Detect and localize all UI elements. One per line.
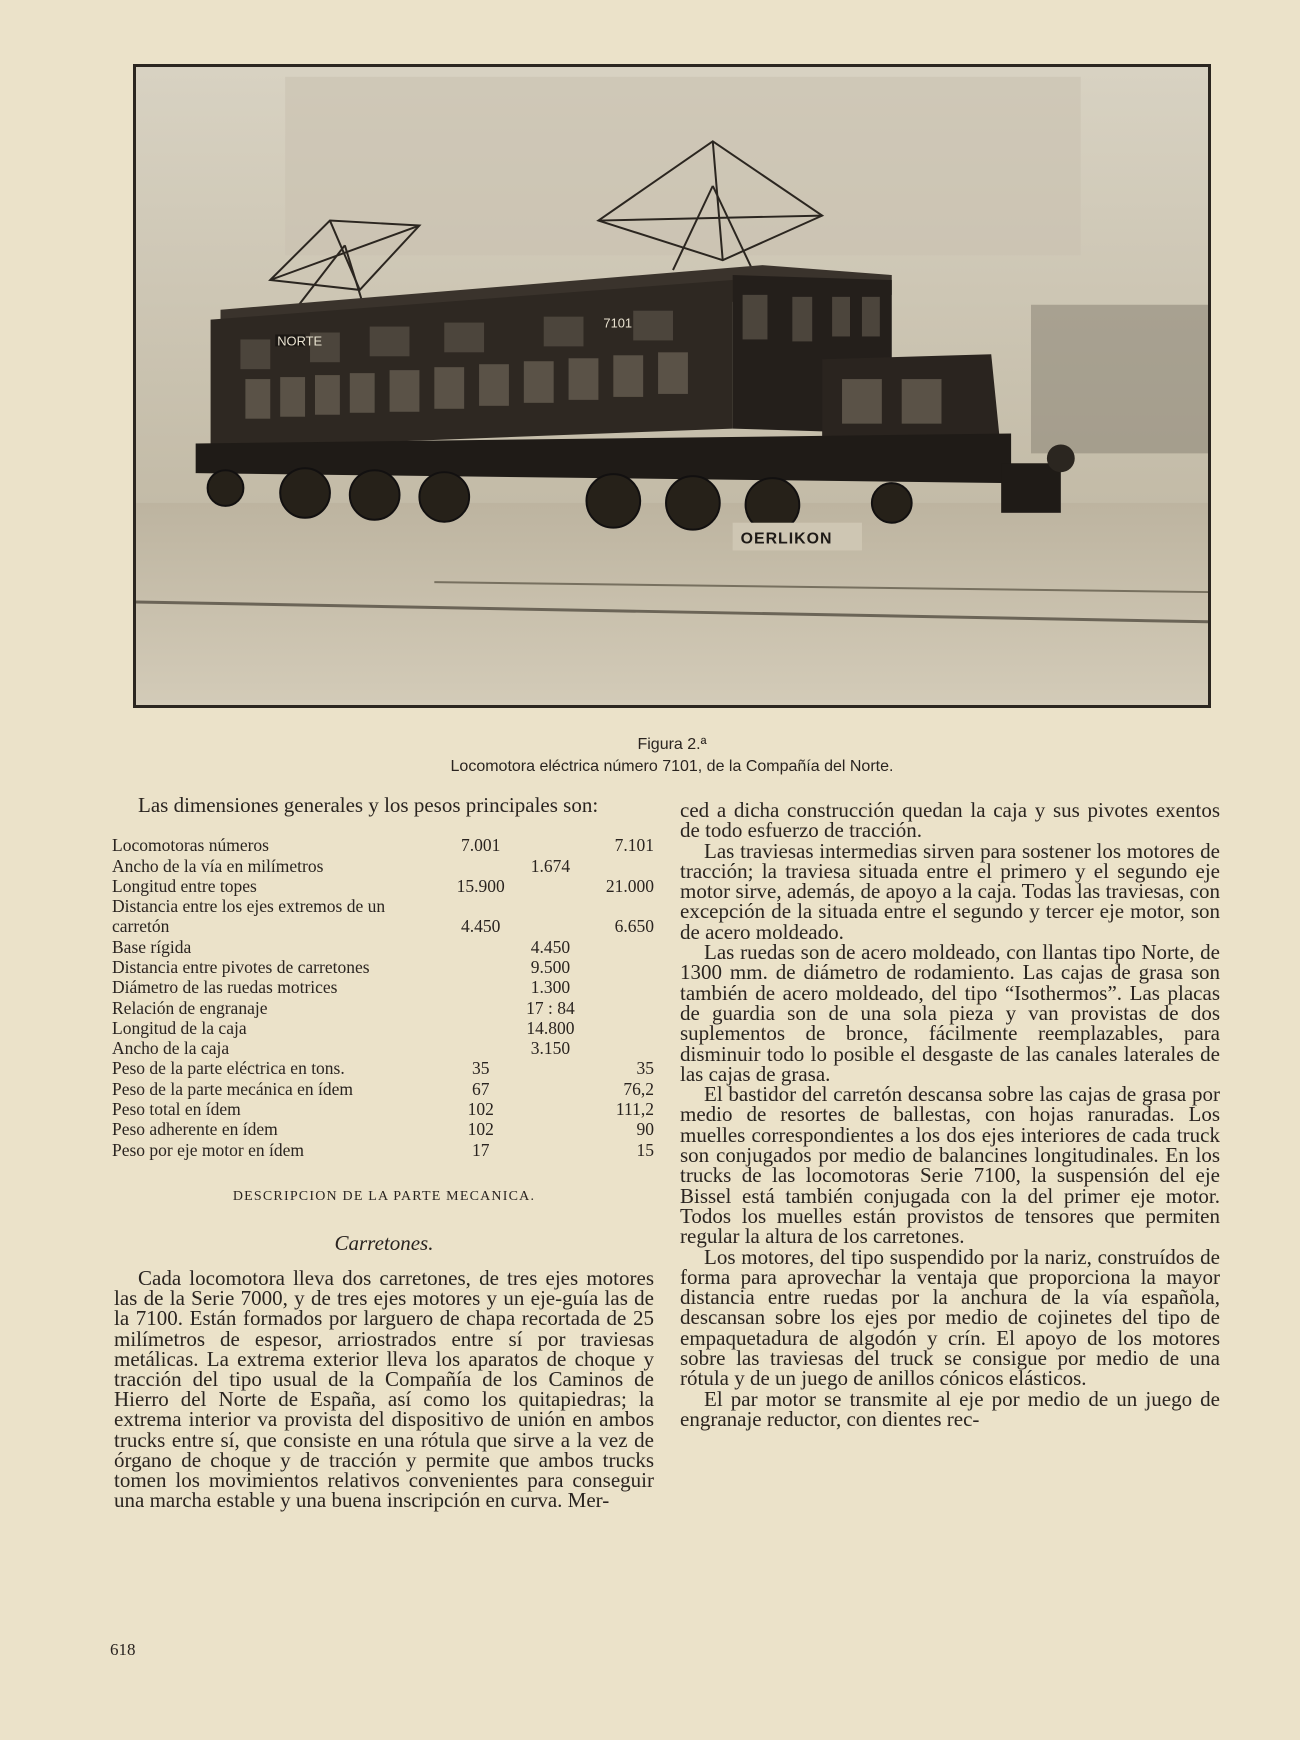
- spec-label: Distancia entre pivotes de carretones: [112, 956, 370, 977]
- spec-value-v3: [578, 856, 660, 876]
- spec-row: [112, 998, 660, 1018]
- right-paragraph-2: Las traviesas intermedias sirven para sostener los motores de tracción; la traviesa situada entre el primero y el segundo eje motor sirve, además, de apoyo a la caja. Todas las traviesas, con excepción de la situada entre el segundo y tercer eje motor, son de acero moldeado.: [680, 838, 1220, 944]
- spec-value-v1: [438, 977, 523, 997]
- spec-value-v1: 17: [471, 1139, 490, 1160]
- spec-value-v2: 1.674: [530, 855, 571, 876]
- locomotive-photo: [133, 64, 1211, 708]
- spec-value-v1: 67: [471, 1078, 490, 1099]
- right-paragraph-6: El par motor se transmite al eje por medio de un juego de engranaje reductor, con dientes rec-: [680, 1386, 1220, 1431]
- spec-value-v2: 14.800: [526, 1017, 575, 1038]
- right-paragraph-1: ced a dicha construcción quedan la caja y sus pivotes exentos de todo esfuerzo de tracción.: [680, 798, 1220, 843]
- spec-value-v3: [578, 1018, 660, 1038]
- name-plate: NORTE: [277, 333, 323, 349]
- spec-value-v1: 102: [467, 1099, 494, 1120]
- spec-label: Peso de la parte eléctrica en tons.: [112, 1058, 345, 1079]
- spec-value-v1: [438, 937, 523, 957]
- spec-row: [112, 1018, 660, 1038]
- spec-value-v2: [523, 896, 577, 937]
- spec-value-v1: 4.450: [461, 916, 501, 937]
- spec-value-v3: [578, 1038, 660, 1058]
- spec-value-v1: 102: [467, 1119, 494, 1140]
- spec-value-v3: 6.650: [614, 916, 654, 937]
- spec-value-v1: [438, 998, 523, 1018]
- spec-value-v1: [438, 856, 523, 876]
- specs-table: [112, 835, 660, 1160]
- spec-value-v2: 3.150: [530, 1038, 571, 1059]
- spec-label: Ancho de la vía en milímetros: [112, 855, 324, 876]
- spec-label: Peso adherente en ídem: [112, 1119, 278, 1140]
- page-number: 618: [110, 1640, 136, 1659]
- spec-value-v1: 15.900: [456, 875, 505, 896]
- spec-value-v3: 7.101: [614, 835, 654, 856]
- spec-value-v3: 111,2: [615, 1099, 654, 1120]
- spec-label: Base rígida: [112, 936, 192, 957]
- spec-row: [112, 1119, 660, 1139]
- left-column: [112, 793, 654, 1513]
- spec-row: [112, 937, 660, 957]
- figure-label: Figura 2.ª: [637, 736, 707, 753]
- spec-value-v1: [438, 1018, 523, 1038]
- spec-row: [112, 1140, 660, 1160]
- spec-label: Locomotoras números: [112, 835, 269, 856]
- section-heading: DESCRIPCION DE LA PARTE MECANICA.: [232, 1188, 536, 1204]
- oerlikon-sign: OERLIKON: [740, 530, 833, 548]
- spec-label: Peso de la parte mecánica en ídem: [112, 1078, 354, 1099]
- intro-paragraph: Las dimensiones generales y los pesos principales son:: [138, 793, 599, 817]
- spec-value-v3: [578, 977, 660, 997]
- spec-value-v2: 4.450: [530, 936, 571, 957]
- right-paragraph-5: Los motores, del tipo suspendido por la nariz, construídos de forma para aprovechar la ventaja que proporciona la mayor distancia entre ruedas por la anchura de la vía española, descansan sobre los ejes por medio de cojinetes del tipo de empaquetadura de algodón y crín. El apoyo de los motores sobre las traviesas del truck se consigue por medio de una rótula y de un juego de anillos cónicos elásticos.: [680, 1244, 1220, 1391]
- spec-label: Distancia entre los ejes extremos de un carretón: [112, 896, 386, 937]
- right-paragraph-3: Las ruedas son de acero moldeado, con llantas tipo Norte, de 1300 mm. de diámetro de rodamiento. Las cajas de grasa son también de acero moldeado, del tipo “Isothermos”. Las placas de guardia son de una sola pieza y van provistas de dos suplementos de bronce, fácilmente reemplazables, para disminuir todo lo posible el desgaste de las canales laterales de las cajas de grasa.: [680, 940, 1220, 1086]
- spec-row: [112, 896, 660, 937]
- spec-row: [112, 856, 660, 876]
- spec-row: [112, 957, 660, 977]
- spec-row: [112, 1099, 660, 1119]
- right-column: [680, 800, 1220, 1429]
- spec-label: Longitud entre topes: [112, 875, 257, 896]
- spec-value-v2: [523, 1140, 577, 1160]
- spec-label: Peso por eje motor en ídem: [112, 1139, 304, 1160]
- spec-row: [112, 835, 660, 855]
- spec-value-v1: [438, 1038, 523, 1058]
- spec-value-v2: 17 : 84: [526, 997, 575, 1018]
- left-body-paragraph: Cada locomotora lleva dos carretones, de tres ejes motores las de la Serie 7000, y de tres ejes motores y un eje-guía las de la 7100. Están formados por larguero de chapa recortada de 25 milímetros de espesor, arriostrados entre sí por traviesas metálicas. La extrema exterior lleva los aparatos de choque y tracción del tipo usual de la Compañía de los Caminos de Hierro del Norte de España, así como los quitapiedras; la extrema interior va provista del dispositivo de unión en ambos trucks entre sí, que consiste en una rótula que sirve a la vez de órgano de choque y de tracción y permite que ambos trucks tomen los movimientos relativos convenientes para conseguir una marcha estable y una buena inscripción en curva. Mer-: [114, 1265, 654, 1513]
- locomotive-illustration: [136, 67, 1208, 705]
- spec-value-v2: [523, 1119, 577, 1139]
- spec-value-v1: 7.001: [461, 835, 501, 856]
- spec-value-v2: [523, 876, 577, 896]
- number-plate: 7101: [603, 315, 633, 331]
- spec-row: [112, 977, 660, 997]
- spec-value-v3: [578, 937, 660, 957]
- spec-value-v2: [523, 1058, 577, 1078]
- spec-value-v3: 35: [636, 1058, 654, 1079]
- spec-row: [112, 876, 660, 896]
- spec-value-v3: 90: [636, 1119, 654, 1140]
- spec-value-v2: 9.500: [530, 956, 571, 977]
- spec-label: Peso total en ídem: [112, 1099, 241, 1120]
- spec-value-v2: [523, 1099, 577, 1119]
- spec-value-v1: 35: [471, 1058, 490, 1079]
- spec-value-v3: 21.000: [605, 875, 654, 896]
- spec-label: Longitud de la caja: [112, 1017, 247, 1038]
- spec-value-v3: 15: [636, 1139, 654, 1160]
- spec-value-v2: [523, 835, 577, 855]
- figure-caption: Locomotora eléctrica número 7101, de la Compañía del Norte.: [450, 758, 894, 775]
- spec-value-v2: 1.300: [530, 977, 571, 998]
- right-paragraph-4: El bastidor del carretón descansa sobre las cajas de grasa por medio de resortes de ballestas, con hojas ranuradas. Los muelles correspondientes a los dos ejes interiores de cada truck son conjugados por medio de balancines longitudinales. En los trucks de las locomotoras Serie 7100, la suspensión del eje Bissel está también conjugada con la del primer eje motor. Todos los muelles están provistos de tensores que permiten regular la altura de los carretones.: [680, 1082, 1220, 1249]
- spec-label: Ancho de la caja: [112, 1038, 230, 1059]
- spec-value-v1: [438, 957, 523, 977]
- spec-row: [112, 1038, 660, 1058]
- subheading: Carretones.: [334, 1230, 434, 1255]
- spec-row: [112, 1058, 660, 1078]
- spec-value-v3: [578, 998, 660, 1018]
- spec-value-v3: 76,2: [623, 1078, 654, 1099]
- spec-value-v2: [523, 1079, 577, 1099]
- spec-value-v3: [578, 957, 660, 977]
- spec-row: [112, 1079, 660, 1099]
- spec-label: Relación de engranaje: [112, 997, 268, 1018]
- spec-label: Diámetro de las ruedas motrices: [112, 977, 338, 998]
